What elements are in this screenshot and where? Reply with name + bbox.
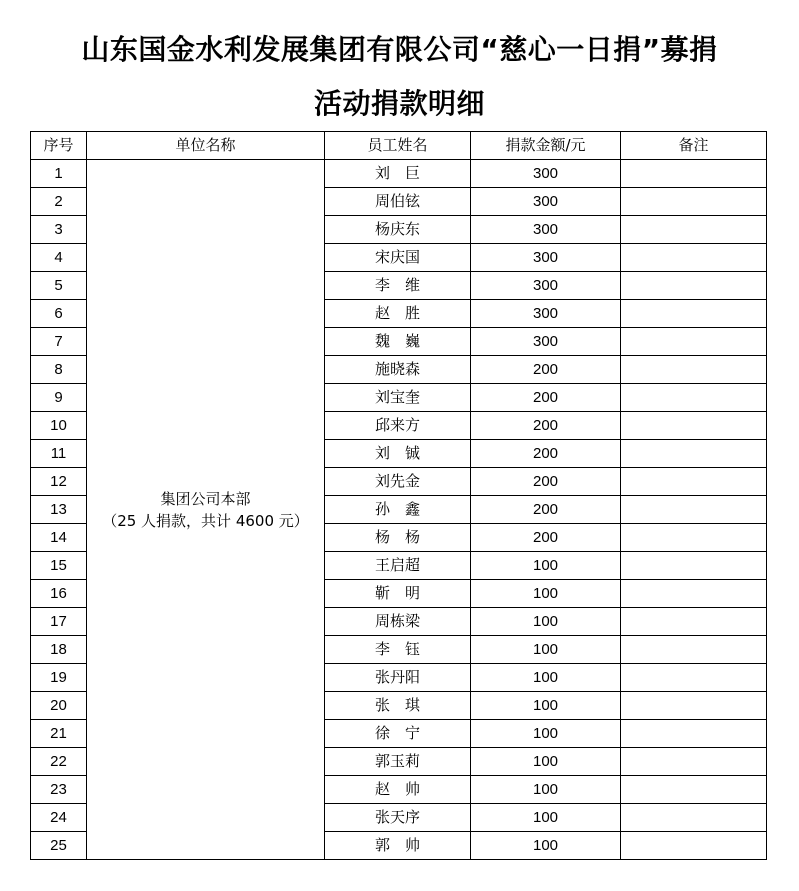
cell-donation-amount: 300 xyxy=(471,160,621,188)
cell-serial-number: 17 xyxy=(31,608,87,636)
cell-serial-number: 14 xyxy=(31,524,87,552)
cell-serial-number: 9 xyxy=(31,384,87,412)
table-body xyxy=(31,160,767,860)
cell-serial-number: 18 xyxy=(31,636,87,664)
cell-remarks xyxy=(621,580,767,608)
cell-remarks xyxy=(621,412,767,440)
cell-serial-number: 8 xyxy=(31,356,87,384)
cell-donation-amount: 300 xyxy=(471,300,621,328)
cell-employee-name: 刘先金 xyxy=(325,468,471,496)
cell-remarks xyxy=(621,664,767,692)
cell-donation-amount: 300 xyxy=(471,244,621,272)
cell-employee-name: 魏 巍 xyxy=(325,328,471,356)
donation-table xyxy=(30,131,767,860)
cell-serial-number: 5 xyxy=(31,272,87,300)
cell-serial-number: 1 xyxy=(31,160,87,188)
cell-remarks xyxy=(621,720,767,748)
cell-serial-number: 25 xyxy=(31,832,87,860)
cell-employee-name: 赵 胜 xyxy=(325,300,471,328)
cell-donation-amount: 100 xyxy=(471,776,621,804)
cell-donation-amount: 100 xyxy=(471,552,621,580)
cell-remarks xyxy=(621,188,767,216)
cell-donation-amount: 300 xyxy=(471,272,621,300)
cell-employee-name: 郭玉莉 xyxy=(325,748,471,776)
cell-donation-amount: 200 xyxy=(471,496,621,524)
cell-remarks xyxy=(621,216,767,244)
cell-serial-number: 3 xyxy=(31,216,87,244)
cell-donation-amount: 200 xyxy=(471,356,621,384)
cell-employee-name: 刘 铖 xyxy=(325,440,471,468)
cell-remarks xyxy=(621,440,767,468)
cell-employee-name: 邱来方 xyxy=(325,412,471,440)
cell-employee-name: 李 钰 xyxy=(325,636,471,664)
cell-employee-name: 靳 明 xyxy=(325,580,471,608)
cell-serial-number: 19 xyxy=(31,664,87,692)
cell-employee-name: 周栋梁 xyxy=(325,608,471,636)
cell-serial-number: 13 xyxy=(31,496,87,524)
cell-serial-number: 11 xyxy=(31,440,87,468)
document-title-line-2: 活动捐款明细 xyxy=(313,87,485,120)
cell-donation-amount: 200 xyxy=(471,412,621,440)
cell-remarks xyxy=(621,776,767,804)
cell-donation-amount: 100 xyxy=(471,664,621,692)
cell-serial-number: 20 xyxy=(31,692,87,720)
cell-donation-amount: 100 xyxy=(471,580,621,608)
cell-donation-amount: 300 xyxy=(471,188,621,216)
cell-donation-amount: 100 xyxy=(471,636,621,664)
cell-serial-number: 4 xyxy=(31,244,87,272)
cell-remarks xyxy=(621,748,767,776)
cell-remarks xyxy=(621,692,767,720)
cell-remarks xyxy=(621,272,767,300)
cell-employee-name: 杨庆东 xyxy=(325,216,471,244)
cell-serial-number: 10 xyxy=(31,412,87,440)
cell-remarks xyxy=(621,244,767,272)
unit-summary-text: （25 人捐款，共计 4600 元） xyxy=(102,511,309,530)
cell-unit-name xyxy=(87,160,325,860)
cell-employee-name: 周伯铉 xyxy=(325,188,471,216)
cell-serial-number: 24 xyxy=(31,804,87,832)
cell-serial-number: 16 xyxy=(31,580,87,608)
cell-remarks xyxy=(621,552,767,580)
table-row xyxy=(31,160,767,188)
header-serial-number: 序号 xyxy=(31,132,87,160)
cell-remarks xyxy=(621,160,767,188)
cell-employee-name: 施晓森 xyxy=(325,356,471,384)
cell-employee-name: 赵 帅 xyxy=(325,776,471,804)
cell-employee-name: 徐 宁 xyxy=(325,720,471,748)
header-donation-amount: 捐款金额/元 xyxy=(471,132,621,160)
cell-serial-number: 6 xyxy=(31,300,87,328)
cell-remarks xyxy=(621,496,767,524)
cell-remarks xyxy=(621,804,767,832)
header-remarks: 备注 xyxy=(621,132,767,160)
cell-employee-name: 刘宝奎 xyxy=(325,384,471,412)
cell-donation-amount: 100 xyxy=(471,804,621,832)
cell-donation-amount: 100 xyxy=(471,748,621,776)
cell-employee-name: 杨 杨 xyxy=(325,524,471,552)
cell-remarks xyxy=(621,832,767,860)
cell-serial-number: 21 xyxy=(31,720,87,748)
cell-employee-name: 张天序 xyxy=(325,804,471,832)
header-unit-name: 单位名称 xyxy=(87,132,325,160)
cell-remarks xyxy=(621,468,767,496)
unit-name-text: 集团公司本部 xyxy=(160,489,251,508)
cell-donation-amount: 200 xyxy=(471,384,621,412)
cell-employee-name: 李 维 xyxy=(325,272,471,300)
cell-remarks xyxy=(621,384,767,412)
cell-employee-name: 刘 巨 xyxy=(325,160,471,188)
cell-serial-number: 12 xyxy=(31,468,87,496)
cell-remarks xyxy=(621,608,767,636)
cell-employee-name: 宋庆国 xyxy=(325,244,471,272)
cell-remarks xyxy=(621,328,767,356)
cell-remarks xyxy=(621,524,767,552)
table-header-row xyxy=(31,132,767,160)
cell-donation-amount: 100 xyxy=(471,832,621,860)
cell-employee-name: 孙 鑫 xyxy=(325,496,471,524)
cell-employee-name: 张 琪 xyxy=(325,692,471,720)
cell-donation-amount: 300 xyxy=(471,328,621,356)
cell-employee-name: 王启超 xyxy=(325,552,471,580)
document-title-line-1: 山东国金水利发展集团有限公司“慈心一日捐”募捐 xyxy=(81,33,718,66)
cell-serial-number: 2 xyxy=(31,188,87,216)
cell-employee-name: 郭 帅 xyxy=(325,832,471,860)
cell-donation-amount: 200 xyxy=(471,524,621,552)
header-employee-name: 员工姓名 xyxy=(325,132,471,160)
cell-donation-amount: 200 xyxy=(471,440,621,468)
cell-donation-amount: 200 xyxy=(471,468,621,496)
cell-remarks xyxy=(621,636,767,664)
cell-serial-number: 22 xyxy=(31,748,87,776)
cell-serial-number: 23 xyxy=(31,776,87,804)
cell-remarks xyxy=(621,300,767,328)
cell-employee-name: 张丹阳 xyxy=(325,664,471,692)
cell-donation-amount: 100 xyxy=(471,608,621,636)
cell-serial-number: 15 xyxy=(31,552,87,580)
cell-donation-amount: 100 xyxy=(471,720,621,748)
cell-serial-number: 7 xyxy=(31,328,87,356)
cell-donation-amount: 100 xyxy=(471,692,621,720)
cell-donation-amount: 300 xyxy=(471,216,621,244)
cell-remarks xyxy=(621,356,767,384)
